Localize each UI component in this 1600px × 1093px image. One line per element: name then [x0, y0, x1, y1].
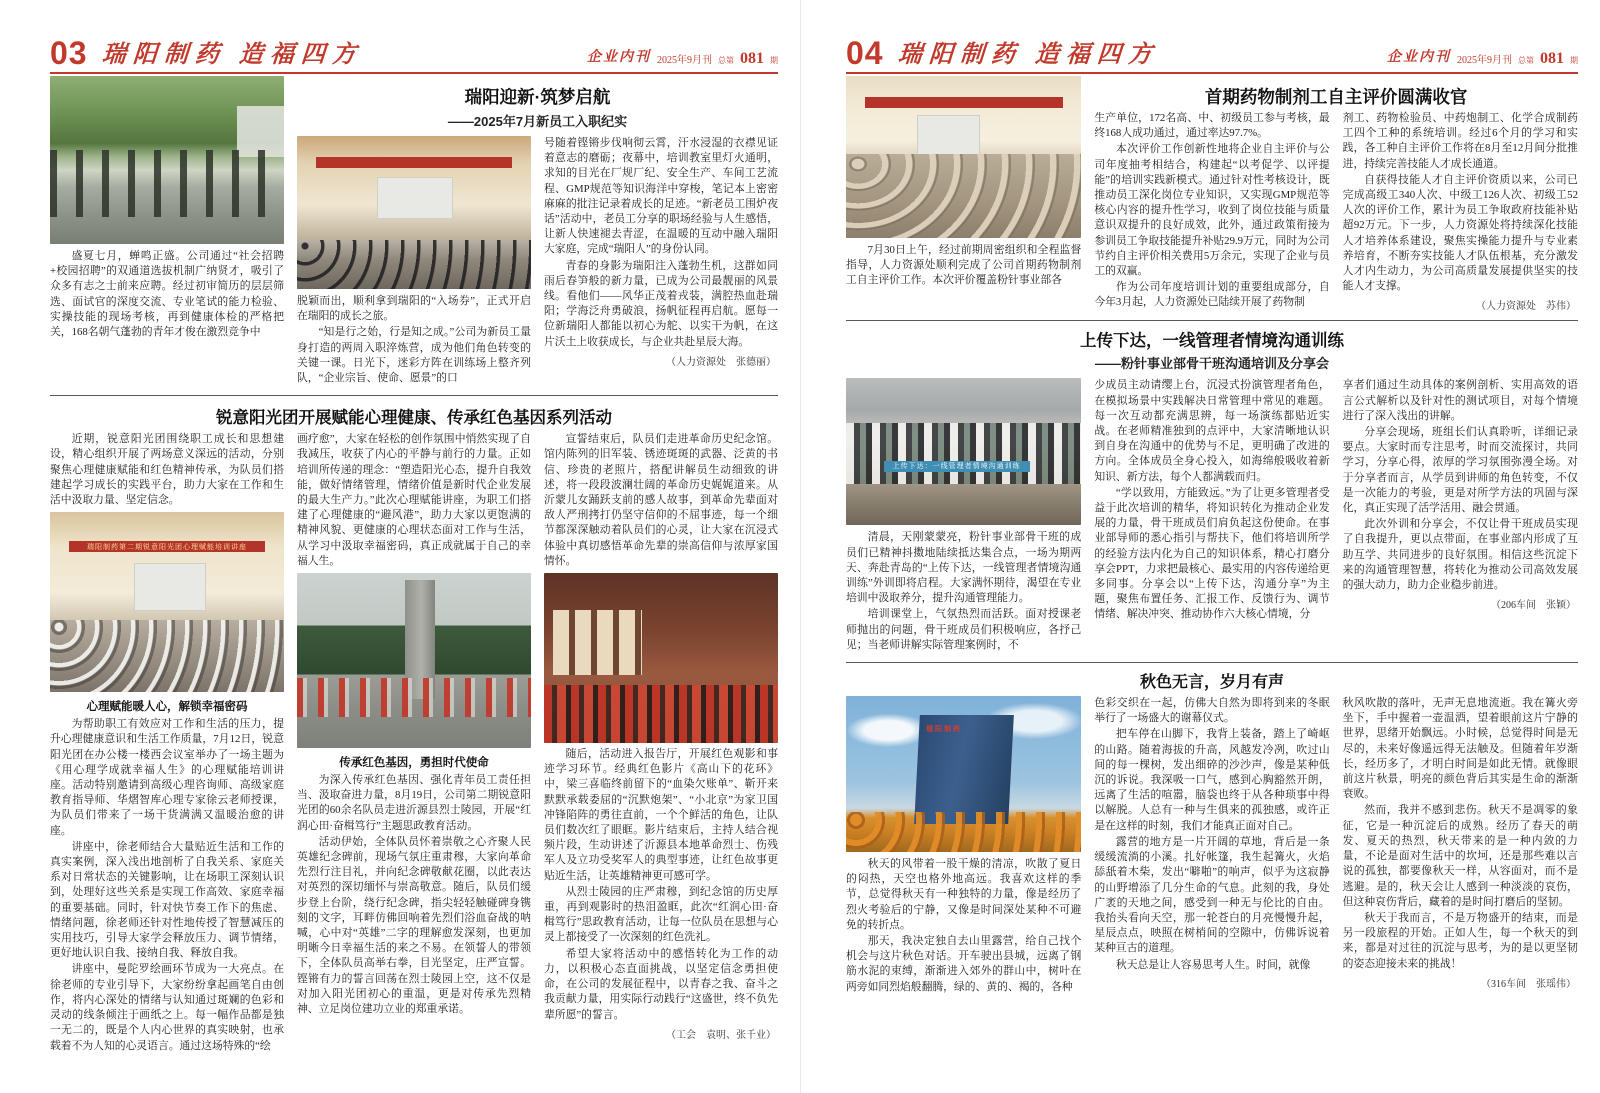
article-column-2 — [1094, 696, 1329, 996]
paragraph: 秋天于我而言，不是万物盛开的结束，而是另一段旅程的开始。正如人生，每一个秋天的到来，都是对过往的沉淀与思考，为的是以更坚韧的姿态迎接未来的挑战！ — [1342, 911, 1578, 970]
masthead-brand-block — [50, 35, 364, 71]
journal-name: 企业内刊 — [587, 50, 651, 65]
article-byline: （206车间 张颖） — [1490, 600, 1576, 612]
paragraph: 为深入传承红色基因、强化青年员工责任担当、汲取奋进力量，8月19日，公司第二期锐意阳光团的60余名队员走进沂源县烈士陵园，开展“红润心田·奋楫笃行”主题思政教育活动。 — [297, 774, 531, 832]
issue-date: 2025年9月刊 — [1457, 55, 1512, 66]
photo-red-banner — [865, 97, 1063, 108]
article-column-2 — [1094, 378, 1329, 654]
page-04-masthead — [846, 28, 1578, 71]
photo-evaluation-conference-hall — [846, 76, 1081, 238]
paragraph: 讲座中，曼陀罗绘画环节成为一大亮点。在徐老师的专业引导下，大家纷纷拿起画笔自由创作，将内心深处的情绪与认知通过斑斓的色彩和灵动的线条倾注于画纸之上。每一幅作品都是独一无二的，既是个人内心世界的真实映射，也承载着不为人知的心灵语言。通过这场特殊的“绘 — [50, 963, 284, 1052]
masthead-title: 瑞阳制药 造福四方 — [896, 42, 1160, 68]
paragraph: 青春的身影为瑞阳注入蓬勃生机，这群如同雨后春笋般的新力量，已成为公司最靓丽的风景线。看他们——风华正茂着戎装，满腔热血赴瑞阳；学海泛舟勇破浪，扬帆征程再启航。愿每一位新瑞阳人都能以初心为舵、以实干为帆，在这片沃土上收获成长，与企业共赴星辰大海。 — [544, 259, 778, 348]
paragraph: 然而，我并不感到悲伤。秋天不是凋零的象征，它是一种沉淀后的成熟。经历了春天的萌发、夏天的热烈，秋天带来的是一种内敛的力量，不论是面对生活中的坎坷，还是那些难以言说的孤独，都要像秋天一样，从容面对，而不是逃避。是的，秋天会让人感到一种淡淡的哀伤，但这种哀伤背后，藏着的是时间打磨后的坚韧。 — [1342, 804, 1578, 908]
article-separator — [846, 662, 1578, 663]
photo-audience — [297, 240, 531, 289]
photo-chair-rows — [846, 154, 1081, 238]
section-subhead: 心理赋能暖人心，解锁幸福密码 — [86, 701, 248, 714]
paragraph: 近期，锐意阳光团围绕职工成长和思想建设，精心组织开展了两场意义深远的活动，分别聚焦心理健康赋能和红色精神传承，为队员们搭建起学习成长的实践平台，助力大家在工作和生活中汲取力量、坚定信念。 — [50, 433, 284, 507]
article-column-1 — [50, 76, 284, 387]
masthead-issue-block — [1387, 46, 1578, 68]
article-subtitle: ——2025年7月新员工入职纪实 — [447, 114, 628, 129]
paragraph: “学以致用，方能致远。”为了让更多管理者受益于此次培训的精华，将知识转化为推动企业发展的力量，骨干班成员们肩负起这份使命。在事业部导师的悉心指引与帮扶下，他们将培训所学的经验方法内化为自己的知识体系，精心打磨分享会PPT，力求把最核心、最实用的内容传递给更多同事。分享会以“上传下达，沟通分享”为主题，聚焦布置任务、汇报工作、反馈行为、调节情绪、解决冲突、推动协作六大核心情境，分 — [1094, 486, 1330, 621]
page-number: 03 — [50, 35, 88, 71]
article-pharmaceutical-worker-evaluation — [846, 76, 1578, 312]
paragraph: 享者们通过生动具体的案例剖析、实用高效的语言公式解析以及针对性的测试项目，对每个情境进行了深入浅出的讲解。 — [1342, 379, 1578, 422]
paragraph: 自获得技能人才自主评价资质以来，公司已完成高级工340人次、中级工126人次、初级工52人次的评价工作，累计为员工争取政府技能补贴超92万元。下一步，人力资源处将持续深化技能人才培养体系建设，聚焦实操能力提升与专业素养培育，不断夯实技能人才队伍根基，充分激发人才内生动力，为公司高质量发展提供坚实的技能人才支撑。 — [1342, 173, 1578, 293]
photo-blue-banner: 上传下达：一线管理者情境沟通训练 — [884, 461, 1030, 472]
paragraph: 希望大家将活动中的感悟转化为工作的动力，以积极心态直面挑战，以坚定信念勇担使命，在公司的发展征程中，以青春之我、奋斗之我贡献力量，用实际行动践行“这盛世，终不负先辈所愿”的誓言。 — [544, 947, 778, 1021]
photo-building-sign: 瑞阳制药 — [926, 725, 962, 734]
masthead-issue-block — [587, 46, 778, 68]
article-header — [297, 76, 778, 136]
article-title: 首期药物制剂工自主评价圆满收官 — [1204, 87, 1468, 107]
paragraph: 为帮助职工有效应对工作和生活的压力，提升心理健康意识和生活工作质量，7月12日，锐意阳光团在办公楼一楼西会议室举办了一场主题为《用心理学成就幸福人生》的心理赋能培训讲座。活动特别邀请到高级心理咨询师、高级家庭教育指导师、华熠智库心理专家徐云老师授课，为队员们带来了一场干货满满又温暖治愈的讲座。 — [50, 718, 284, 837]
page-number: 04 — [846, 35, 884, 71]
photo-projection-screen — [917, 115, 980, 156]
paragraph: 活动伊始，全体队员怀着崇敬之心齐聚人民英雄纪念碑前，现场气氛庄重肃穆，大家向革命先烈行注目礼，并向纪念碑敬献花圈，以此表达对英烈的深切缅怀与崇高敬意。随后，队员们缓步登上台阶，绕行纪念碑，指尖轻轻触碰碑身镌刻的文字，耳畔仿佛回响着先烈们浴血奋战的呐喊，心中对“英雄”二字的理解愈发深刻，也更加明晰今日幸福生活的来之不易。在领誓人的带领下，全体队员高举右拳，目光坚定，庄严宣誓。铿锵有力的誓言回荡在烈士陵园上空，这不仅是对加入阳光团初心的重温，更是对传承先烈精神、立足岗位建功立业的郑重承诺。 — [297, 835, 531, 1016]
page-divider — [800, 0, 801, 1093]
masthead-rule — [846, 72, 1578, 74]
paragraph: 剂工、药物检验员、中药炮制工、化学合成制药工四个工种的系统培训。经过6个月的学习和实践，各工种自主评价工作将在8月至12月间分批推进，持续完善技能人才成长通道。 — [1342, 112, 1578, 170]
article-column-1 — [50, 432, 284, 1054]
paragraph: 清晨，天刚蒙蒙亮，粉针事业部骨干班的成员们已精神抖擞地陆续抵达集合点，一场为期两天、奔赴青岛的“上传下达，一线管理者情境沟通训练”外训即将启程。大家满怀期待，渴望在专业培训中汲取养分，提升沟通管理能力。 — [846, 531, 1082, 605]
section-subhead: 传承红色基因，勇担时代使命 — [339, 757, 489, 770]
photo-memorial-hall-interior — [544, 573, 778, 743]
paragraph: 分享会现场，班组长们认真聆听，详细记录要点。大家时而专注思考，时而交流探讨，共同学习，分享心得，浓厚的学习氛围弥漫全场。对于分享者而言，从学员到讲师的角色转变，不仅是一次能力的考验，更是对所学方法的巩固与深化，真正实现了活学活用、融会贯通。 — [1342, 426, 1578, 515]
photo-windows — [553, 610, 642, 675]
article-autumn-essay — [846, 669, 1578, 996]
issue-no-prefix: 总第 — [718, 56, 734, 65]
paragraph: 7月30日上午，经过前期周密组织和全程监督指导，人力资源处顺利完成了公司首期药物制剂工自主评价工作。本次评价覆盖粉针事业部各 — [846, 244, 1082, 287]
paragraph: 色彩交织在一起，仿佛大自然为即将到来的冬眠举行了一场盛大的谢幕仪式。 — [1094, 697, 1330, 725]
paragraph: 露营的地方是一片开阔的草地，背后是一条缓缓流淌的小溪。扎好帐篷，我生起篝火，火焰舔舐着木柴，发出“噼啪”的响声，似乎为这寂静的山野增添了几分生命的气息。此刻的我，身处广袤的天地之间，感受到一种无与伦比的自由。我抬头看向天空，那一轮苍白的月亮慢慢升起，星辰点点，映照在树梢间的空隙中，仿佛诉说着某种亘古的道理。 — [1094, 835, 1330, 955]
paragraph: 培训课堂上，气氛热烈而活跃。面对授课老师抛出的问题，骨干班成员们积极响应，各抒己见；当老师讲解实际管理案例时，不 — [846, 608, 1082, 651]
paragraph: 讲座中，徐老师结合大量贴近生活和工作的真实案例，深入浅出地剖析了自我关系、家庭关系对日常状态的关键影响，让在场职工深刻认识到，处理好这些关系是实现工作高效、家庭幸福的重要基础。同时，针对快节奏工作下的焦虑、情绪问题，徐老师还针对性地传授了智慧减压的实用技巧，引导大家学会释放压力、调节情绪，更好地认识自我、接纳自我、释放自我。 — [50, 840, 284, 960]
masthead-title: 瑞阳制药 造福四方 — [100, 42, 364, 68]
photo-red-vest-members — [297, 678, 531, 717]
article-header — [1094, 76, 1578, 111]
masthead-rule — [50, 72, 778, 74]
paragraph: 生产单位，172名高、中、初级员工参与考核，最终168人成功通过，通过率达97.7%。 — [1094, 112, 1330, 140]
article-separator — [846, 320, 1578, 321]
photo-training-group — [846, 378, 1081, 525]
article-communication-training — [846, 327, 1578, 654]
article-sunshine-team-activities — [50, 404, 778, 1054]
article-column-2 — [1094, 111, 1329, 312]
photo-projection-screen — [377, 177, 454, 219]
page-03-masthead — [50, 28, 778, 71]
issue-no-suffix: 期 — [770, 56, 778, 65]
paragraph: 秋天总是让人容易思考人生。时间，就像 — [1115, 958, 1311, 971]
paragraph: 此次外训和分享会，不仅让骨干班成员实现了自我提升，更以点带面，在事业部内形成了互助互学、共同进步的良好氛围。相信这些沉淀下来的沟通管理智慧，将转化为推动公司高效发展的强大动力，助力企业稳步前进。 — [1342, 518, 1578, 592]
article-column-2 — [297, 136, 531, 387]
paragraph: 少成员主动请缨上台，沉浸式扮演管理者角色，在模拟场景中实践解决日常管理中常见的难题。每一次互动都充满思辨，每一场演练都贴近实战。在老师精准独到的点评中，大家清晰地认识到自身在沟通中的优势与不足，更明确了改进的方向。全体成员全身心投入，如海绵般吸收着新知识、新方法，每个人都满载而归。 — [1094, 379, 1330, 483]
issue-number: 081 — [740, 50, 764, 67]
article-separator — [50, 395, 778, 396]
photo-audience-white-chairs — [50, 620, 284, 692]
article-column-1 — [846, 378, 1081, 654]
article-column-2 — [297, 432, 531, 1054]
photo-martyrs-monument — [297, 573, 531, 748]
article-column-3 — [1343, 378, 1578, 654]
photo-psychology-training-hall — [50, 512, 284, 692]
journal-name: 企业内刊 — [1387, 50, 1451, 65]
photo-company-building-autumn — [846, 696, 1081, 852]
article-column-1 — [846, 696, 1081, 996]
article-column-3 — [1343, 111, 1578, 312]
paragraph: 宣誓结束后，队员们走进革命历史纪念馆。馆内陈列的旧军装、锈迹斑斑的武器、泛黄的书信、珍贵的老照片，搭配讲解员生动细致的讲述，将一段段波澜壮阔的革命历史娓娓道来。从沂蒙儿女踊跃支前的感人故事，到革命先辈面对敌人严刑拷打仍坚守信仰的不屈事迹，每一个细节都深深触动着队员们的心灵，让大家在沉浸式体验中真切感悟革命先辈的崇高信仰与浓厚家国情怀。 — [544, 433, 778, 567]
paragraph: 本次评价工作创新性地将企业自主评价与公司年度抽考相结合，构建起“以考促学、以评提能”的培训实践新模式。通过针对性考核设计，既推动员工深化岗位专业知识，又实现GMP规范等核心内容的提升性学习，收到了岗位技能与质量意识双提升的良好成效，此外，通过政策衔接为参训员工争取技能提升补贴29.9万元，同时为公司节约自主评价相关费用5万余元，实现了企业与员工的双赢。 — [1094, 143, 1330, 278]
paragraph: 号随着铿锵步伐响彻云霄，汗水浸湿的衣襟见证着意志的磨砺；夜幕中，培训教室里灯火通明，求知的目光在厂规厂纪、安全生产、车间工艺流程、GMP规范等知识海洋中穿梭，笔记本上密密麻麻的批注记录着成长的足迹。“新老员工围炉夜话”活动中，老员工分享的职场经验与人生感悟，让新人快速褪去青涩，在温暖的互动中融入瑞阳大家庭，完成“瑞阳人”的身份认同。 — [544, 137, 778, 256]
issue-number: 081 — [1540, 50, 1564, 67]
article-title: 上传下达，一线管理者情境沟通训练 — [1080, 332, 1344, 351]
photo-training-lecture-hall — [297, 136, 531, 289]
paragraph: 秋天的风带着一股干燥的清凉，吹散了夏日的闷热，天空也格外地高远。我喜欢这样的季节，总觉得秋天有一种独特的力量，像是经历了烈火考验后的宁静，又像是时间深处某种不可避免的转折点。 — [846, 858, 1082, 931]
photo-red-banner: 瑞阳制药第二期锐意阳光团心理赋能培训讲座 — [69, 541, 266, 552]
masthead-brand-block — [846, 35, 1160, 71]
photo-military-training-outdoor — [50, 76, 284, 244]
article-byline: （人力资源处 苏伟） — [1475, 301, 1576, 313]
paragraph: 脱颖而出，顺利拿到瑞阳的“入场券”，正式开启在瑞阳的成长之旅。 — [297, 295, 531, 323]
article-subtitle: ——粉针事业部骨干班沟通培训及分享会 — [1094, 356, 1329, 372]
article-byline: （316车间 张瑶伟） — [1480, 978, 1576, 990]
article-new-employee-onboarding — [50, 76, 778, 387]
photo-red-banner — [316, 157, 513, 168]
paragraph: 画疗愈”，大家在轻松的创作氛围中悄然实现了自我减压，收获了内心的平静与前行的力量。正如培训所传递的理念：“塑造阳光心态，提升自我效能，做好情绪管理，情绪价值是新时代企业发展的最大生产力。”此次心理赋能讲座，为职工们搭建了心理健康的“避风港”，助力大家以更饱满的精神风貌、更健康的心理状态面对工作与生活，从学习中汲取幸福密码，真正成就属于自己的幸福人生。 — [297, 433, 531, 567]
photo-group-members — [846, 423, 1081, 485]
paragraph: 把车停在山脚下，我背上装备，踏上了崎岖的山路。随着海拔的升高，风越发冷冽，吹过山间的每一棵树，发出细碎的沙沙声，像是某种低沉的诉说。我深吸一口气，感到心胸豁然开朗，远离了生活的喧嚣，脑袋也终于从各种琐事中得以解脱。人总有一种与生俱来的孤独感，或许正是在这样的时刻，我们才能真正面对自己。 — [1094, 728, 1330, 832]
issue-date: 2025年9月刊 — [657, 55, 712, 66]
issue-no-prefix: 总第 — [1518, 56, 1534, 65]
article-byline: （工会 袁明、张千业） — [666, 1029, 776, 1041]
page-04 — [800, 0, 1600, 1093]
article-title: 锐意阳光团开展赋能心理健康、传承红色基因系列活动 — [216, 409, 612, 428]
paragraph: “知是行之始，行是知之成。”公司为新员工量身打造的两周入职淬炼营，成为他们角色转变的关键一课。日光下，迷彩方阵在训练场上整齐列队，“企业宗旨、使命、愿景”的口 — [297, 326, 531, 385]
article-column-3 — [544, 136, 778, 387]
issue-no-suffix: 期 — [1570, 56, 1578, 65]
paragraph: 那天，我决定独自去山里露营，给自己找个机会与这片秋色对话。开车驶出县城，远离了钢筋水泥的束缚，渐渐进入郊外的群山中，树叶在两旁如同烈焰般翻腾，绿的、黄的、褐的，各种 — [846, 935, 1082, 993]
article-column-1 — [846, 76, 1081, 312]
article-byline: （人力资源处 张德丽） — [666, 356, 776, 368]
photo-red-vest-visitors — [544, 685, 778, 743]
paragraph: 盛夏七月，蝉鸣正盛。公司通过“社会招聘+校园招聘”的双通道选拔机制广纳贤才，吸引了众多有志之士前来应聘。经过初审简历的层层筛选、面试官的深度交流、专业笔试的能力检验、实操技能的现场考核，再到健康体检的严格把关，168名朝气蓬勃的青年才俊在激烈竞争中 — [50, 250, 284, 339]
photo-trainees-shape — [50, 150, 284, 217]
article-title: 瑞阳迎新·筑梦启航 — [464, 87, 611, 107]
paragraph: 作为公司年度培训计划的重要组成部分，自今年3月起，人力资源处已陆续开展了药物制 — [1094, 281, 1330, 309]
paragraph: 随后，活动进入报告厅，开展红色观影和事迹学习环节。经典红色影片《高山下的花环》中，梁三喜临终前留下的“血染欠账单”、靳开来默默承载委屈的“沉默炮架”、“小北京”为家卫国冲锋陷阵的勇往直前，一个个鲜活的角色，让队员们数次红了眼眶。影片结束后，主持人结合视频片段，生动讲述了沂源县本地革命烈士、伤残军人及立功受奖军人的典型事迹，让红色故事更贴近生活，让英雄精神更可感可学。 — [544, 748, 778, 882]
article-title: 秋色无言，岁月有声 — [1139, 674, 1284, 692]
paragraph: 从烈士陵园的庄严肃穆，到纪念馆的历史厚重，再到观影时的热泪盈眶，此次“红润心田·奋楫笃行”思政教育活动，让每一位队员在思想与心灵上都接受了一次深刻的红色洗礼。 — [544, 885, 778, 944]
photo-projection-screen — [134, 563, 206, 612]
article-column-3 — [1343, 696, 1578, 996]
article-column-3 — [544, 432, 778, 1054]
photo-autumn-trees — [846, 812, 1081, 853]
paragraph: 秋风吹散的落叶，无声无息地流逝。我在篝火旁坐下，手中握着一壶温酒，望着眼前这片宁静的世界，思绪开始飘远。小时候，总觉得时间是无尽的，未来好像遥远得无法触及。但随着年岁渐长，经历多了，才明白时间是如此无情。就像眼前这片秋景，明亮的颜色背后其实是生命的渐渐衰败。 — [1342, 697, 1578, 801]
